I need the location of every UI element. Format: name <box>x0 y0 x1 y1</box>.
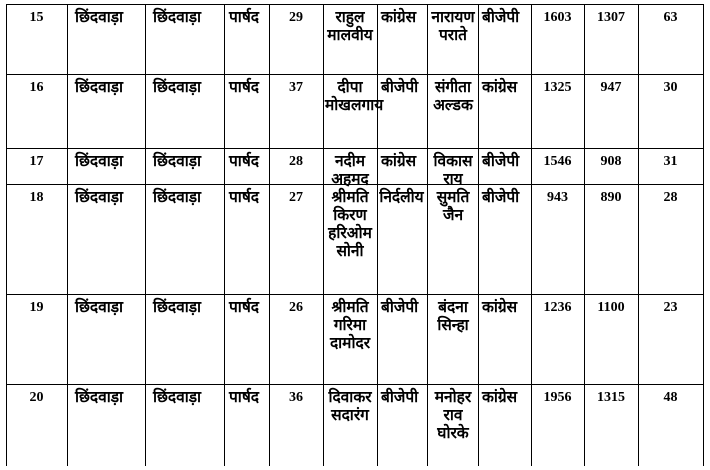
local-body-cell: छिंदवाड़ा <box>153 9 202 26</box>
post-cell: पार्षद <box>229 189 260 206</box>
winner-votes: 1325 <box>543 80 572 95</box>
ward-number: 37 <box>289 80 303 95</box>
runner-up-party: बीजेपी <box>482 153 520 170</box>
post-cell: पार्षद <box>229 153 260 170</box>
runner-up-party: कांग्रेस <box>482 299 518 316</box>
district-cell: छिंदवाड़ा <box>75 9 124 26</box>
post-cell: पार्षद <box>229 389 260 406</box>
margin-value: 30 <box>663 80 678 95</box>
local-body-cell: छिंदवाड़ा <box>153 299 202 316</box>
winner-party: बीजेपी <box>381 299 419 316</box>
winner-votes: 1956 <box>543 390 572 405</box>
serial-number: 18 <box>29 190 44 205</box>
margin-value: 23 <box>663 300 678 315</box>
table-row <box>6 74 704 148</box>
winner-votes: 1546 <box>543 154 572 169</box>
serial-number: 19 <box>29 300 44 315</box>
runner-up-votes: 947 <box>600 80 622 95</box>
runner-up-party: बीजेपी <box>482 189 520 206</box>
winner-name: नदीम अहमद <box>331 153 369 188</box>
winner-party: कांग्रेस <box>381 153 417 170</box>
local-body-cell: छिंदवाड़ा <box>153 389 202 406</box>
margin-value: 28 <box>663 190 678 205</box>
margin-value: 48 <box>663 390 678 405</box>
table-row <box>6 294 704 384</box>
margin-value: 63 <box>663 10 678 25</box>
runner-up-party: कांग्रेस <box>482 79 518 96</box>
ward-number: 27 <box>289 190 303 205</box>
ward-number: 36 <box>289 390 303 405</box>
runner-up-name: मनोहर राव घोरके <box>434 389 472 442</box>
local-body-cell: छिंदवाड़ा <box>153 189 202 206</box>
table-row <box>6 4 704 74</box>
winner-party: निर्दलीय <box>379 189 424 206</box>
winner-name: दीपा मोखलगाय <box>325 79 384 114</box>
runner-up-votes: 890 <box>600 190 622 205</box>
serial-number: 17 <box>29 154 44 169</box>
ward-number: 26 <box>289 300 303 315</box>
winner-votes: 1236 <box>543 300 572 315</box>
table-row <box>6 148 704 188</box>
margin-value: 31 <box>663 154 678 169</box>
winner-votes: 943 <box>547 190 568 205</box>
runner-up-votes: 1100 <box>597 300 625 315</box>
ward-number: 28 <box>289 154 303 169</box>
winner-party: कांग्रेस <box>381 9 417 26</box>
post-cell: पार्षद <box>229 299 260 316</box>
winner-name: दिवाकर सदारंग <box>328 389 372 424</box>
district-cell: छिंदवाड़ा <box>75 153 124 170</box>
post-cell: पार्षद <box>229 9 260 26</box>
local-body-cell: छिंदवाड़ा <box>153 153 202 170</box>
runner-up-name: संगीता अल्डक <box>433 79 473 114</box>
serial-number: 15 <box>29 10 44 25</box>
runner-up-name: नारायण पराते <box>431 9 475 44</box>
runner-up-name: सुमति जैन <box>436 189 470 224</box>
local-body-cell: छिंदवाड़ा <box>153 79 202 96</box>
winner-name: श्रीमति गरिमा दामोदर <box>329 299 371 352</box>
table-row <box>6 384 704 466</box>
runner-up-votes: 1315 <box>597 390 625 405</box>
post-cell: पार्षद <box>229 79 260 96</box>
winner-party: बीजेपी <box>381 79 419 96</box>
serial-number: 16 <box>29 80 44 95</box>
winner-name: श्रीमति किरण हरिओम सोनी <box>328 189 372 260</box>
district-cell: छिंदवाड़ा <box>75 299 124 316</box>
runner-up-party: कांग्रेस <box>482 389 518 406</box>
results-table <box>6 4 704 466</box>
runner-up-votes: 1307 <box>597 10 625 25</box>
winner-name: राहुल मालवीय <box>327 9 373 44</box>
district-cell: छिंदवाड़ा <box>75 79 124 96</box>
district-cell: छिंदवाड़ा <box>75 189 124 206</box>
winner-party: बीजेपी <box>381 389 419 406</box>
ward-number: 29 <box>289 10 303 25</box>
district-cell: छिंदवाड़ा <box>75 389 124 406</box>
winner-votes: 1603 <box>543 10 572 25</box>
runner-up-name: विकास राय <box>433 153 473 188</box>
runner-up-party: बीजेपी <box>482 9 520 26</box>
table-row <box>6 184 704 294</box>
runner-up-votes: 908 <box>600 154 622 169</box>
serial-number: 20 <box>29 390 44 405</box>
runner-up-name: बंदना सिन्हा <box>437 299 469 334</box>
